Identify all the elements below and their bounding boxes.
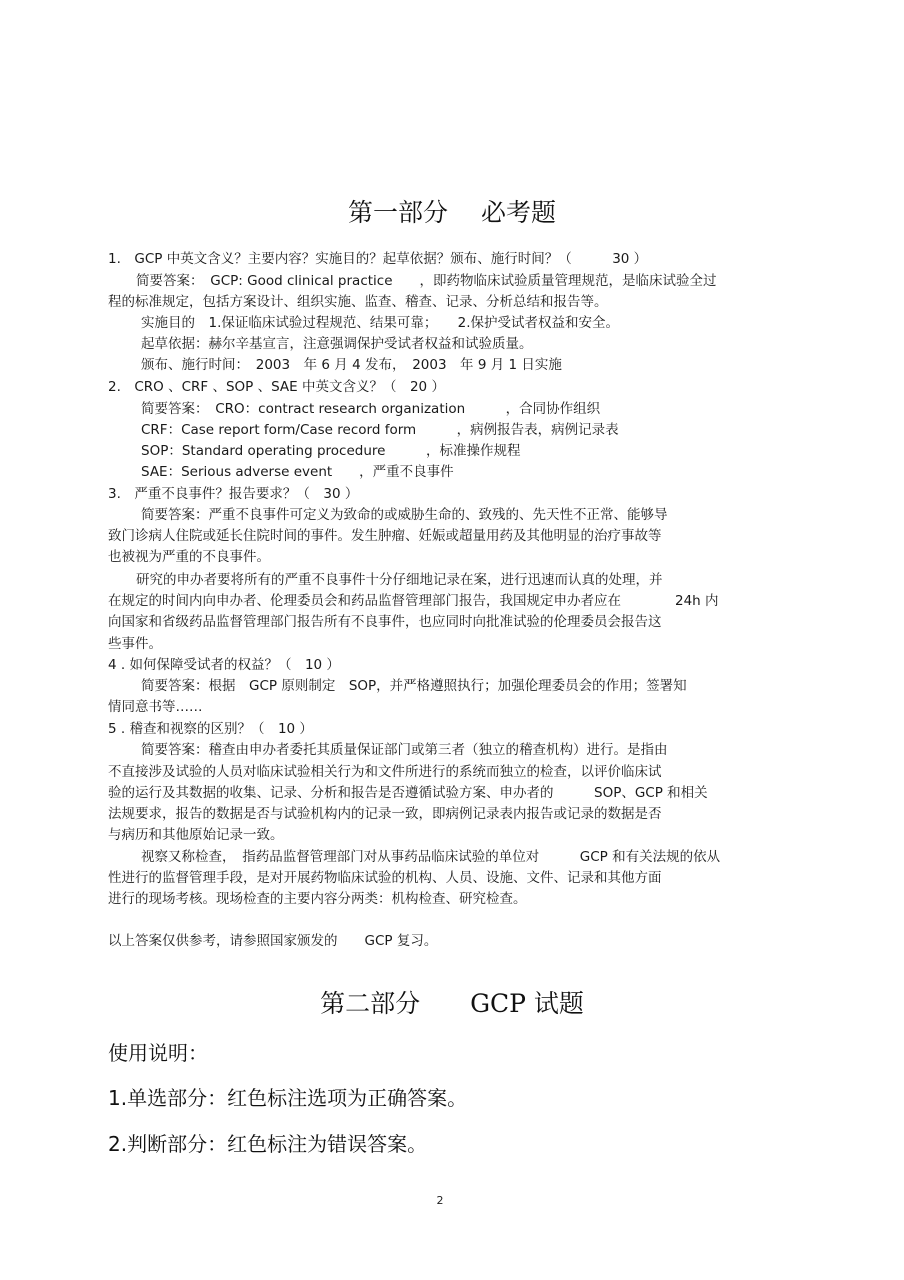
question-3: 3. 严重不良事件？报告要求？（ 30 ） <box>108 486 359 502</box>
usage-item: 1.单选部分：红色标注选项为正确答案。 <box>108 1086 468 1110</box>
answer-line: CRF：Case report form/Case record form ，病例报告表，病例记录表 <box>141 422 619 438</box>
answer-line: 也被视为严重的不良事件。 <box>108 549 270 565</box>
answer-line: SOP：Standard operating procedure ，标准操作规程 <box>141 443 521 459</box>
answer-line: 情同意书等…… <box>108 699 203 715</box>
answer-line: 与病历和其他原始记录一致。 <box>108 827 284 843</box>
usage-title: 使用说明： <box>108 1041 208 1065</box>
answer-line: 向国家和省级药品监督管理部门报告所有不良事件，也应同时向批准试验的伦理委员会报告这 <box>108 614 662 630</box>
answer-line: 研究的申办者要将所有的严重不良事件十分仔细地记录在案，进行迅速而认真的处理，并 <box>136 572 663 588</box>
answer-line: 简要答案： GCP: Good clinical practice ，即药物临床试验质量管理规范，是临床试验全过 <box>136 273 717 289</box>
answer-line: 不直接涉及试验的人员对临床试验相关行为和文件所进行的系统而独立的检查，以评价临床试 <box>108 764 662 780</box>
page-number: 2 <box>436 1194 444 1207</box>
reference-note: 以上答案仅供参考，请参照国家颁发的 GCP 复习。 <box>108 933 438 949</box>
answer-line: 实施目的 1.保证临床试验过程规范、结果可靠； 2.保护受试者权益和安全。 <box>141 315 620 331</box>
part2-title: 第二部分 GCP 试题 <box>320 989 584 1018</box>
answer-line: 程的标准规定，包括方案设计、组织实施、监查、稽查、记录、分析总结和报告等。 <box>108 294 608 310</box>
answer-line: 简要答案：严重不良事件可定义为致命的或威胁生命的、致残的、先天性不正常、能够导 <box>141 507 668 523</box>
answer-line: 进行的现场考核。现场检查的主要内容分两类：机构检查、研究检查。 <box>108 891 527 907</box>
question-1: 1. GCP 中英文含义？主要内容？实施目的？起草依据？颁布、施行时间？（ 30 ） <box>108 251 648 267</box>
answer-line: 法规要求，报告的数据是否与试验机构内的记录一致，即病例记录表内报告或记录的数据是否 <box>108 806 662 822</box>
answer-line: 简要答案：根据 GCP 原则制定 SOP，并严格遵照执行；加强伦理委员会的作用；签署知 <box>141 678 687 694</box>
answer-line: 性进行的监督管理手段，是对开展药物临床试验的机构、人员、设施、文件、记录和其他方面 <box>108 870 662 886</box>
question-2: 2. CRO 、CRF 、SOP 、SAE 中英文含义？（ 20 ） <box>108 379 445 395</box>
answer-line: 致门诊病人住院或延长住院时间的事件。发生肿瘤、妊娠或超量用药及其他明显的治疗事故等 <box>108 528 662 544</box>
part1-title: 第一部分 必考题 <box>348 198 556 227</box>
answer-line: 验的运行及其数据的收集、记录、分析和报告是否遵循试验方案、申办者的 SOP、GCP 和相关 <box>108 785 708 801</box>
answer-line: 在规定的时间内向申办者、伦理委员会和药品监督管理部门报告，我国规定申办者应在 24h 内 <box>108 593 719 609</box>
answer-line: 起草依据：赫尔辛基宣言，注意强调保护受试者权益和试验质量。 <box>141 336 533 352</box>
question-5: 5 . 稽查和视察的区别？（ 10 ） <box>108 721 313 737</box>
answer-line: 颁布、施行时间： 2003 年 6 月 4 发布， 2003 年 9 月 1 日实施 <box>141 357 562 373</box>
question-4: 4 . 如何保障受试者的权益？（ 10 ） <box>108 657 340 673</box>
answer-line: SAE：Serious adverse event ，严重不良事件 <box>141 464 454 480</box>
usage-item: 2.判断部分：红色标注为错误答案。 <box>108 1132 428 1156</box>
answer-line: 些事件。 <box>108 636 162 652</box>
answer-line: 简要答案： CRO：contract research organization ，合同协作组织 <box>141 401 601 417</box>
answer-line: 简要答案：稽查由申办者委托其质量保证部门或第三者（独立的稽查机构）进行。是指由 <box>141 742 668 758</box>
answer-line: 视察又称检查， 指药品监督管理部门对从事药品临床试验的单位对 GCP 和有关法规的依从 <box>141 849 721 865</box>
